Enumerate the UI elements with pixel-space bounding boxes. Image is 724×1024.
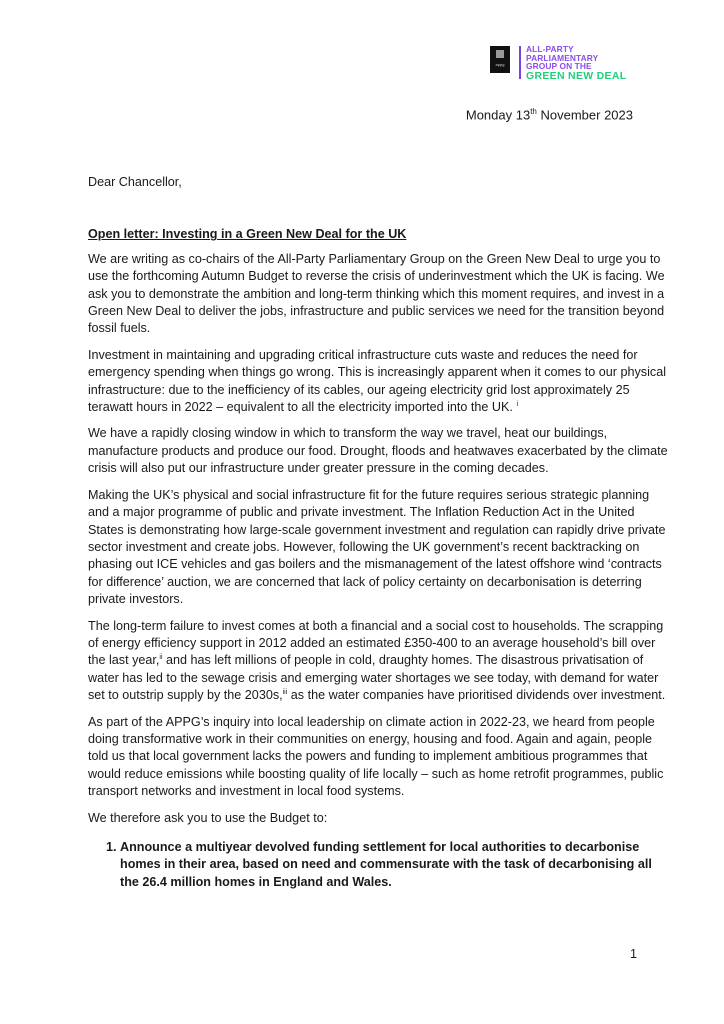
page-number: 1: [630, 947, 638, 961]
paragraph: [88, 347, 672, 417]
letter-date: [466, 107, 633, 122]
letter-body: [88, 174, 672, 891]
paragraph-text: The long-term failure to invest comes at both a financial and a social cost to households. The scrapping of energy efficiency support in 2012 added an estimated £350-400 to an average household’s bill over the last year,: [88, 618, 664, 668]
logo-abbr: appg: [495, 62, 505, 67]
letter-title: Open letter: Investing in a Green New Deal for the UK: [88, 227, 407, 242]
paragraph: Making the UK’s physical and social infrastructure fit for the future requires serious strategic planning and a major programme of public and private investment. The Inflation Reduction Act in the United States is demonstrating how large-scale government investment and regulation can rapidly drive private sector investment and create jobs. However, following the UK government’s recent backtracking on phasing out ICE vehicles and gas boilers and the mismanagement of the latest offshore wind ‘contracts for difference’ auction, we are concerned that lack of policy certainty on decarbonisation is deterring private investors.: [88, 487, 666, 607]
paragraph: We are writing as co-chairs of the All-Party Parliamentary Group on the Green New Deal to urge you to use the forthcoming Autumn Budget to reverse the crisis of underinvestment which the UK is facing. We ask you to demonstrate the ambition and long-term thinking which this moment requires, and invest in a Green New Deal to deliver the jobs, infrastructure and public services we need for the transition beyond fossil fuels.: [88, 251, 665, 336]
list-item: [88, 839, 672, 891]
logo-divider: [519, 46, 521, 79]
paragraph-text: and has left millions of people in cold, draughty homes. The disastrous privatisation of water has led to the sewage crisis and emerging water shortages we see today, with demand for water set to outstrip supply by the 2030s,: [88, 653, 659, 703]
footnote-ref[interactable]: ii: [159, 654, 163, 662]
paragraph: [88, 618, 672, 705]
footnote-ref[interactable]: i: [516, 400, 518, 408]
salutation: Dear Chancellor,: [88, 175, 182, 189]
date-month-year: November 2023: [536, 107, 633, 123]
paragraph-text: as the water companies have prioritised dividends over investment.: [287, 688, 666, 703]
portcullis-icon: [496, 50, 504, 58]
paragraph: We have a rapidly closing window in which to transform the way we travel, heat our buildings, manufacture products and produce our food. Drought, floods and heatwaves exacerbated by the climate crisis will also put our infrastructure under greater pressure in the coming decades.: [88, 426, 668, 476]
logo-line-1: ALL-PARTY: [526, 44, 574, 54]
asks-list: [88, 839, 672, 891]
logo-line-2: PARLIAMENTARY: [526, 52, 599, 63]
appg-logo: [490, 46, 670, 86]
logo-line-4: GREEN NEW DEAL: [526, 69, 627, 82]
logo-text: [526, 45, 626, 82]
paragraph: We therefore ask you to use the Budget to:: [88, 810, 328, 825]
appg-emblem-box: [490, 46, 510, 73]
list-number: 1.: [106, 840, 117, 854]
list-item-text: Announce a multiyear devolved funding settlement for local authorities to decarbonise homes in their area, based on need and commensurate with the task of decarbonising all the 26.4 million homes in England and Wales.: [120, 840, 652, 889]
date-suffix: th: [530, 107, 537, 116]
paragraph: As part of the APPG’s inquiry into local leadership on climate action in 2022-23, we heard from people doing transformative work in their communities on energy, housing and food. Again and again, people told us that local government lacks the powers and funding to implement ambitious programmes that would reduce emissions while boosting quality of life locally – such as home retrofit programmes, public transport networks and investment in local food systems.: [88, 714, 664, 799]
date-day: Monday 13: [465, 107, 531, 123]
paragraph-text: Investment in maintaining and upgrading critical infrastructure cuts waste and reduces the need for emergency spending when things go wrong. This is increasingly apparent when it comes to our physical infrastructure: due to the inefficiency of its cables, our ageing electricity grid lost approximately 25 terawatt hours in 2022 – equivalent to all the electricity imported into the UK.: [88, 347, 666, 415]
footnote-ref[interactable]: iii: [282, 688, 288, 696]
logo-line-3: GROUP ON THE: [526, 61, 592, 72]
